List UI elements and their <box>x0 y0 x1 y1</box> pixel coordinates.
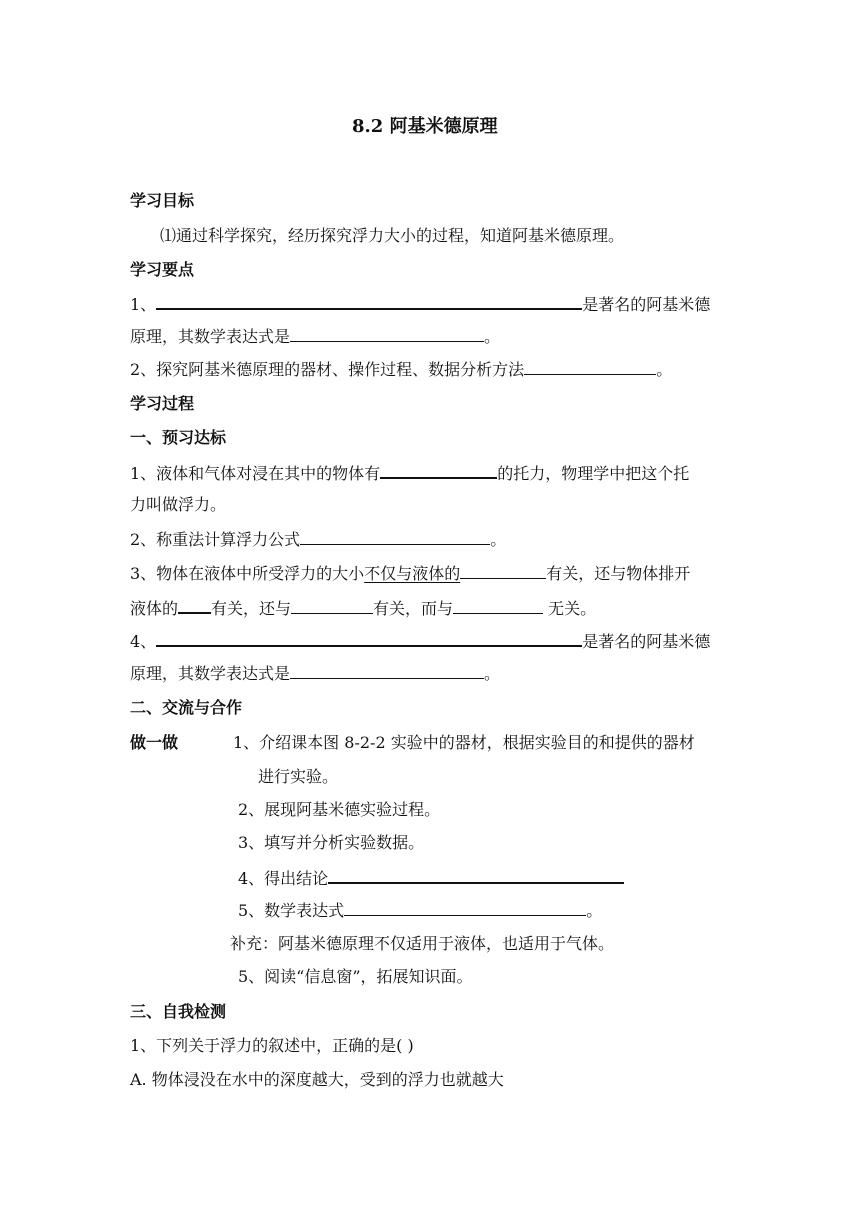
preview-q1 <box>130 461 689 485</box>
exchange-step-6: 5、阅读“信息窗”，拓展知识面。 <box>238 967 473 986</box>
preview-q3-blank[interactable] <box>460 562 546 579</box>
selfcheck-q1: 1、下列关于浮力的叙述中，正确的是( ) <box>130 1036 414 1055</box>
keypoint-2-blank[interactable] <box>524 358 656 375</box>
preview-q1-blank[interactable] <box>380 461 497 479</box>
keypoint-2 <box>130 358 672 381</box>
exchange-step-5 <box>238 899 602 922</box>
keypoint-1-number: 1、 <box>130 295 157 314</box>
preview-q3-blank-3[interactable] <box>291 597 373 614</box>
exchange-step-5-blank[interactable] <box>344 899 586 916</box>
exchange-label: 做一做 <box>130 733 179 752</box>
preview-q4-formula-label: 原理，其数学表达式是 <box>130 664 291 683</box>
exchange-step-4-text: 4、得出结论 <box>238 869 329 888</box>
preview-q3-blank-4[interactable] <box>453 597 543 614</box>
exchange-heading: 二、交流与合作 <box>130 698 243 717</box>
selfcheck-heading: 三、自我检测 <box>130 1002 227 1021</box>
keypoint-1-end: 。 <box>484 327 501 346</box>
exchange-step-2: 2、展现阿基米德实验过程。 <box>238 800 441 819</box>
exchange-step-1: 1、介绍课本图 8-2-2 实验中的器材，根据实验目的和提供的器材 <box>233 733 695 752</box>
preview-q3-line2-c: 有关，而与 <box>373 599 454 618</box>
preview-q3-text-2: 有关，还与物体排开 <box>546 564 691 583</box>
selfcheck-option-a: A. 物体浸没在水中的深度越大，受到的浮力也就越大 <box>130 1070 504 1089</box>
preview-q2-end: 。 <box>490 530 507 549</box>
preview-q2-blank[interactable] <box>300 528 490 545</box>
preview-q4-blank[interactable] <box>156 629 582 647</box>
preview-q4-end: 。 <box>484 664 501 683</box>
keypoint-2-end: 。 <box>656 360 673 379</box>
preview-q4-line2 <box>130 662 500 685</box>
preview-q3-line2 <box>130 596 596 620</box>
preview-q4-number: 4、 <box>130 632 157 651</box>
preview-q2-text: 2、称重法计算浮力公式 <box>130 530 301 549</box>
preview-q3-text: 3、物体在液体中所受浮力的大小 <box>130 564 365 583</box>
goals-item: ⑴通过科学探究，经历探究浮力大小的过程，知道阿基米德原理。 <box>160 226 625 245</box>
keypoint-1-text: 是著名的阿基米德 <box>582 295 711 314</box>
exchange-step-4 <box>238 866 624 890</box>
preview-q4-text: 是著名的阿基米德 <box>582 632 711 651</box>
preview-q3-line2-d: 无关。 <box>543 599 597 618</box>
goals-heading: 学习目标 <box>130 191 195 210</box>
preview-q4 <box>130 629 710 653</box>
preview-q2 <box>130 528 506 551</box>
preview-q3-line2-a: 液体的 <box>130 599 179 618</box>
preview-q1-line2: 力叫做浮力。 <box>130 495 227 514</box>
exchange-step-1-cont: 进行实验。 <box>258 767 339 786</box>
keypoint-1-formula-label: 原理，其数学表达式是 <box>130 327 291 346</box>
keypoint-2-text: 2、探究阿基米德原理的器材、操作过程、数据分析方法 <box>130 360 525 379</box>
preview-q1-text: 1、液体和气体对浸在其中的物体有 <box>130 464 381 483</box>
exchange-step-5-text: 5、数学表达式 <box>238 901 345 920</box>
page-title: 8.2 阿基米德原理 <box>352 116 498 137</box>
preview-q3-blank-2[interactable] <box>178 596 211 614</box>
preview-q3 <box>130 562 690 585</box>
preview-heading: 一、预习达标 <box>130 428 227 447</box>
exchange-step-4-blank[interactable] <box>328 866 624 884</box>
keypoint-1-formula-blank[interactable] <box>290 325 484 342</box>
keypoints-heading: 学习要点 <box>130 260 195 279</box>
preview-q1-text-2: 的托力，物理学中把这个托 <box>497 464 690 483</box>
keypoint-1 <box>130 292 710 316</box>
exchange-step-5-end: 。 <box>586 901 603 920</box>
preview-q3-line2-b: 有关，还与 <box>211 599 292 618</box>
keypoint-1-blank[interactable] <box>156 292 582 310</box>
exchange-supplement: 补充：阿基米德原理不仅适用于液体，也适用于气体。 <box>230 934 615 953</box>
preview-q4-formula-blank[interactable] <box>290 662 484 679</box>
preview-q3-underlined: 不仅与液体的 <box>364 564 461 583</box>
keypoint-1-line2 <box>130 325 500 348</box>
process-heading: 学习过程 <box>130 394 195 413</box>
exchange-step-3: 3、填写并分析实验数据。 <box>238 833 425 852</box>
